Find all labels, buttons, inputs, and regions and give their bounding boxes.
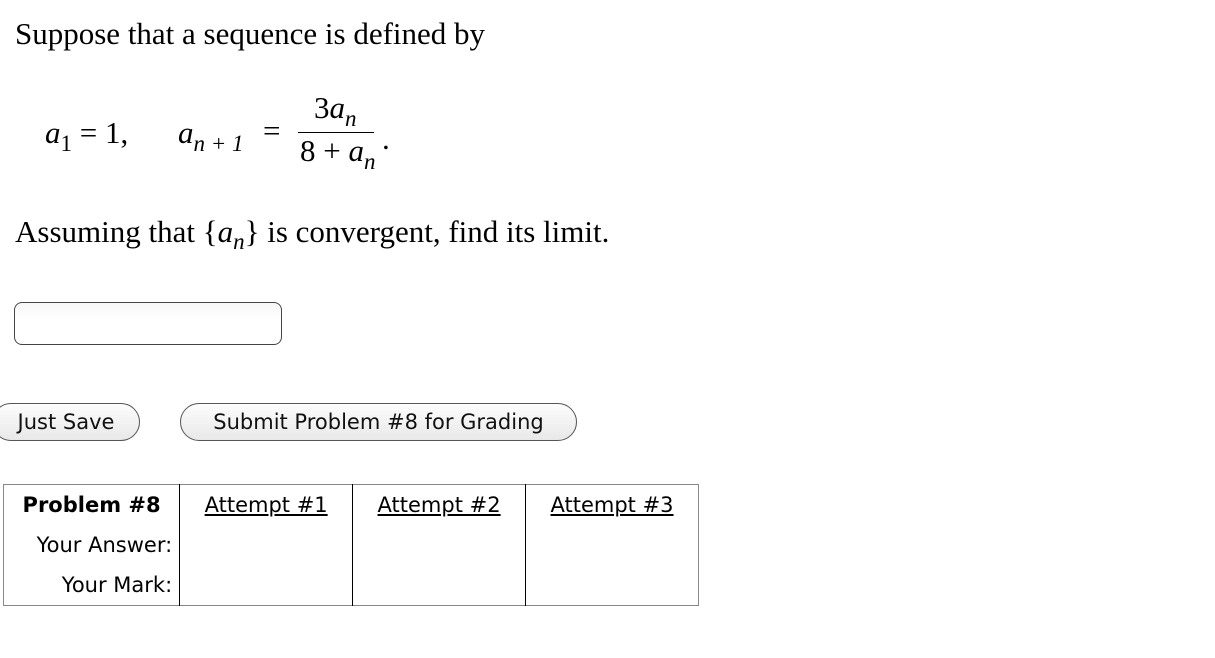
initial-term-equation [45,113,128,156]
table-header-row [4,485,699,526]
subscript-n: n [345,106,357,131]
var-a: a [178,115,194,150]
answer-input[interactable] [14,302,282,345]
attempt-1-answer-cell [180,525,353,565]
just-save-button[interactable]: Just Save [0,403,140,441]
question-pre: Assuming that { [15,214,218,249]
var-a: a [329,90,345,125]
your-mark-label: Your Mark: [4,565,180,606]
fraction-denominator [300,133,375,172]
fraction-numerator [314,90,357,129]
attempt-2-answer-cell [353,525,526,565]
problem-intro: Suppose that a sequence is defined by [15,16,486,51]
attempt-1-header [180,485,353,526]
table-row [4,565,699,606]
attempt-3-link[interactable]: Attempt #3 [550,493,674,517]
your-answer-label: Your Answer: [4,525,180,565]
attempts-table [3,484,699,606]
num-coefficient: 3 [314,90,330,125]
var-a: a [217,214,234,249]
problem-number-header: Problem #8 [4,485,180,526]
submit-grading-button[interactable]: Submit Problem #8 for Grading [180,403,577,441]
attempt-2-header [353,485,526,526]
attempt-3-mark-cell [526,565,699,606]
attempt-3-header [526,485,699,526]
recurrence-lhs [178,113,244,156]
table-row [4,525,699,565]
equals-sign: = [263,113,281,148]
attempt-1-link[interactable]: Attempt #1 [204,493,328,517]
attempt-2-mark-cell [353,565,526,606]
den-constant: 8 + [300,133,349,168]
question-post: } is convergent, find its limit. [244,214,610,249]
var-a: a [348,133,364,168]
subscript-n: n [233,229,245,254]
attempt-2-link[interactable]: Attempt #2 [377,493,501,517]
subscript-n: n [363,149,376,174]
recurrence-fraction [296,90,380,174]
var-a: a [45,115,61,150]
initial-value: = 1, [72,115,129,150]
attempt-1-mark-cell [180,565,353,606]
equation-period: . [382,121,390,156]
attempt-3-answer-cell [526,525,699,565]
subscript-n-plus-1: n + 1 [193,131,244,156]
subscript-1: 1 [60,131,72,156]
question-text [15,212,609,255]
